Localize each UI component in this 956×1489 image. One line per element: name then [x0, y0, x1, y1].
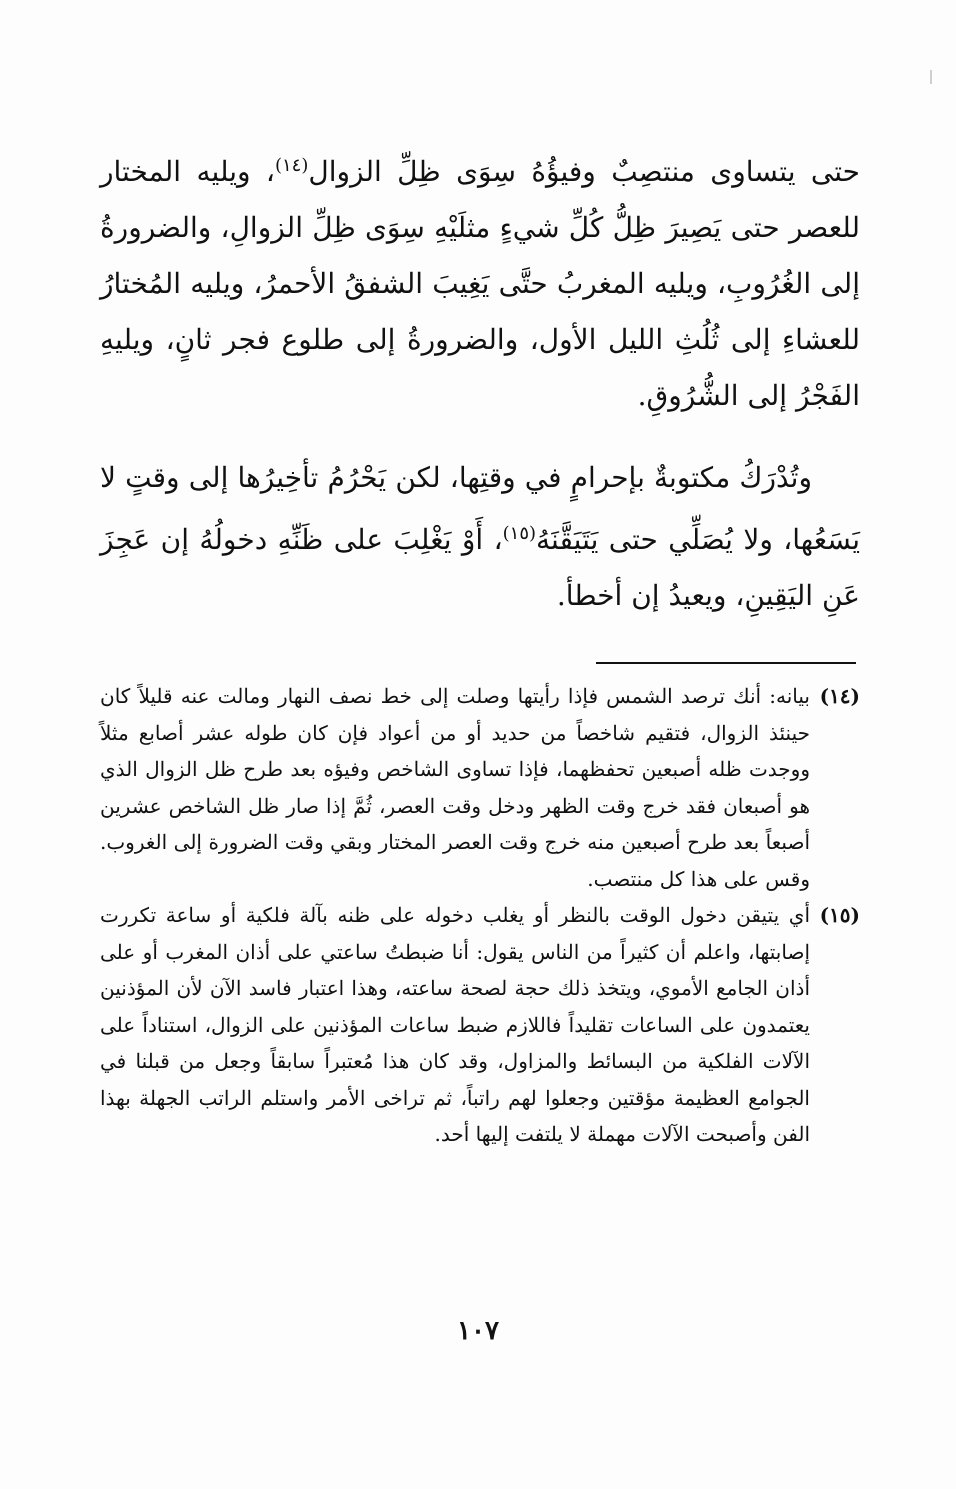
- footnote-number: (١٤): [819, 684, 860, 708]
- footnote-text: أي يتيقن دخول الوقت بالنظر أو يغلب دخوله على ظنه بآلة فلكية أو ساعة تكررت إصابتها، واعلم أن كثيراً من الناس يقول: أنا ضبطتُ ساعتي على أذان المغرب أو على أذان الجامع الأموي، ويتخذ ذلك حجة لصحة ساعته، وهذا اعتبار فاسد الآن لأن المؤذنين يعتمدون على الساعات تقليداً فاللازم ضبط ساعات المؤذنين على الزوال، استناداً على الآلات الفلكية من البسائط والمزاول، وقد كان هذا مُعتبراً سابقاً وجعل من قبلنا في الجوامع العظيمة مؤقتين وجعلوا لهم راتباً، ثم تراخى الأمر واستلم الراتب الجهلة بهذا الفن وأصبحت الآلات مهملة لا يلتفت إليها أحد.: [100, 903, 810, 1146]
- footnote: [100, 678, 860, 897]
- paragraph-text: وتُدْرَكُ مكتوبةٌ بإحرامٍ في وقتِها، لكن يَحْرُمُ تأخِيرُها إلى وقتٍ لا يَسَعُها، ولا يُصَلِّي حتى يَتَيَقَّنَهُ: [100, 461, 860, 556]
- paragraph-text: ، أَوْ يَغْلِبَ على ظَنِّهِ دخولُهُ إن عَجِزَ عَنِ اليَقِينِ، ويعيدُ إن أخطأ.: [100, 523, 860, 612]
- footnote-reference: (١٥): [502, 523, 537, 544]
- footnote-separator: [596, 662, 856, 664]
- paragraph-text: حتى يتساوى منتصِبٌ وفيؤُهُ سِوَى ظِلِّ الزوال: [308, 155, 860, 188]
- scan-mark: [930, 70, 932, 84]
- footnote-text: بيانه: أنك ترصد الشمس فإذا رأيتها وصلت إلى خط نصف النهار ومالت عنه قليلاً كان حينئذ الزوال، فتقيم شاخصاً من حديد أو من أعواد فإن كان طوله عشر أصابع مثلاً ووجدت ظله أصبعين تحفظهما، فإذا تساوى الشاخص وفيؤه بعد طرح ظل الزوال الذي هو أصبعان فقد خرج وقت الظهر ودخل وقت العصر، ثُمَّ إذا صار ظل الشاخص عشرين أصبعاً بعد طرح أصبعين منه خرج وقت العصر المختار وبقي وقت الضرورة إلى الغروب. وقس على هذا كل منتصب.: [100, 684, 810, 891]
- paragraph-text: ، ويليه المختار للعصر حتى يَصِيرَ ظِلُّ كُلِّ شيءٍ مثلَيْهِ سِوَى ظِلِّ الزوالِ، والضرورةُ إلى الغُرُوبِ، ويليه المغربُ حتَّى يَغِيبَ الشفقُ الأحمرُ، ويليه المُختارُ للعشاءِ إلى ثُلُثِ الليل الأول، والضرورةُ إلى طلوع فجر ثانٍ، ويليهِ الفَجْرُ إلى الشُّرُوقِ.: [100, 155, 860, 412]
- footnotes: [100, 678, 860, 1153]
- main-text: [100, 138, 860, 624]
- footnote-reference: (١٤): [274, 155, 309, 176]
- main-paragraph: [100, 450, 860, 624]
- footnote-number: (١٥): [819, 903, 860, 927]
- main-paragraph: [100, 138, 860, 424]
- footnote: [100, 897, 860, 1153]
- page-number: ١٠٧: [457, 1316, 499, 1346]
